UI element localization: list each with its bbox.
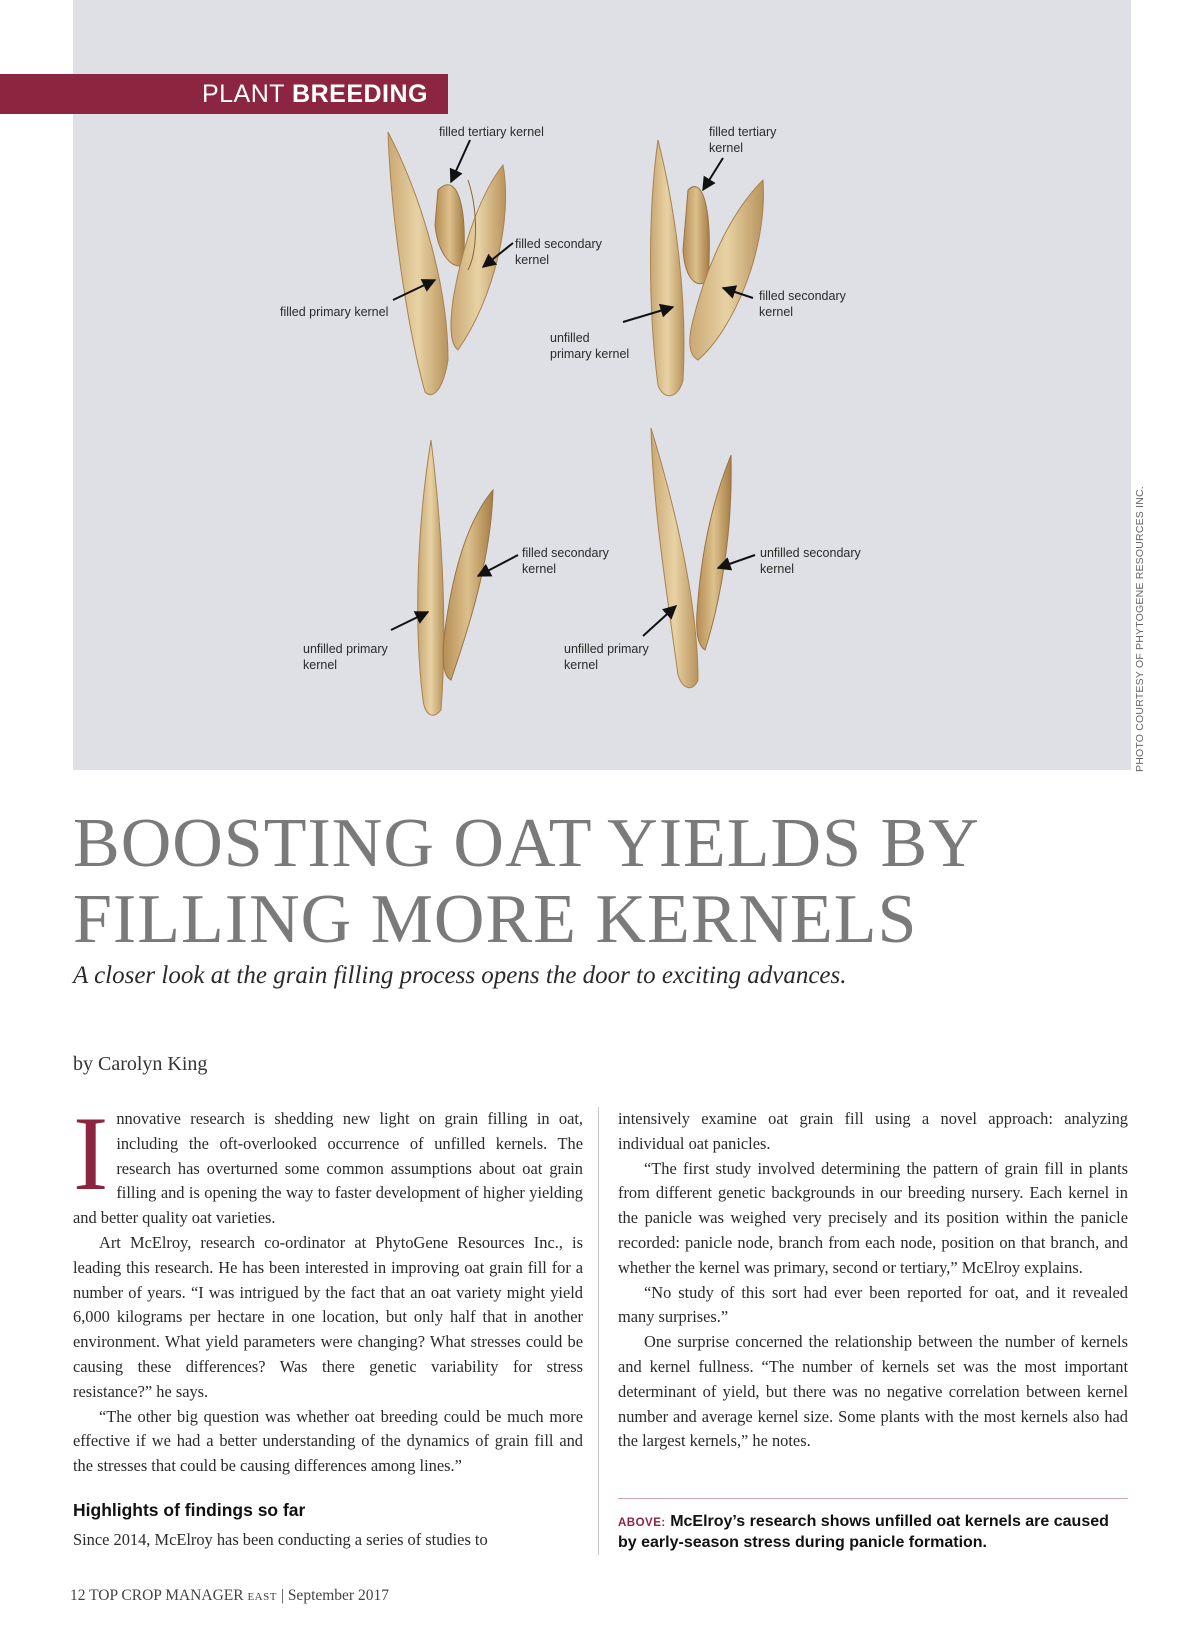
paragraph-r2: “The first study involved determining the pattern of grain fill in plants from different genetic backgrounds in our breeding nursery. Each kernel in the panicle was weighed very precisely and its position within the panicle recorded: panicle node, branch from each node, position on that branch, and whether the kernel was primary, second or tertiary,” McElroy explains. [618,1158,1128,1277]
label-unfilled-primary-1 [550,330,629,362]
label-filled-secondary-2 [759,288,846,320]
label-line: kernel [564,658,599,672]
label-line: kernel [515,253,550,267]
paragraph-2: Art McElroy, research co-ordinator at PhytoGene Resources Inc., is leading this research. He has been interested in improving oat grain fill for a number of years. “I was intrigued by the fact that an oat variety might yield 6,000 kilograms per hectare in one location, but only half that in another environment. What yield parameters were changing? What stresses could be causing these differences? Was there genetic variability for stress resistance?” he says. [73,1232,583,1401]
page-number: 12 [70,1587,86,1604]
body-column-left [73,1095,583,1479]
label-line: unfilled secondary [760,546,861,560]
label-filled-secondary-3 [522,545,609,577]
label-filled-primary: filled primary kernel [280,305,389,319]
label-line: primary kernel [550,347,630,361]
dek: A closer look at the grain filling process opens the door to exciting advances. [73,962,847,989]
section-tag-bold: BREEDING [292,80,428,108]
label-unfilled-primary-2 [303,641,388,673]
oat-kernels-photo [73,0,1131,770]
label-line: filled tertiary [709,125,777,139]
spikelet-bottom-left [418,440,493,715]
label-line: unfilled primary [303,642,388,656]
label-unfilled-primary-3 [564,641,649,673]
photo-credit: PHOTO COURTESY OF PHYTOGENE RESOURCES INC. [1134,486,1146,772]
column-divider [598,1107,599,1555]
section-tag [0,74,448,114]
spikelet-top-right [651,140,764,396]
footer-separator: | [280,1587,284,1604]
label-line: kernel [760,562,795,576]
subhead: Highlights of findings so far [73,1500,306,1520]
paragraph-1 [73,1095,583,1231]
paragraph-r4: One surprise concerned the relationship between the number of kernels and kernel fullness. “The number of kernels set was the most important determinant of yield, but there was no negative correlation between kernel number and average kernel size. Some plants with the most kernels also had the largest kernels,” he notes. [618,1332,1128,1451]
paragraph-r3: “No study of this sort had ever been reported for oat, and it revealed many surprises.” [618,1282,1128,1327]
photo-caption [618,1512,1130,1553]
label-line: kernel [709,141,744,155]
label-filled-tertiary-1: filled tertiary kernel [439,125,544,139]
section-tag-light: PLANT [201,80,285,108]
publication-name: TOP CROP MANAGER [89,1587,244,1604]
byline: by Carolyn King [73,1053,208,1075]
headline-line-1: BOOSTING OAT YIELDS BY [73,805,980,882]
label-line: unfilled [550,331,590,345]
caption-rule [618,1498,1128,1499]
label-filled-secondary-1 [515,236,602,268]
paragraph-3: “The other big question was whether oat breeding could be much more effective if we had a better understanding of the dynamics of grain fill and the stresses that could be causing differences among lines.” [73,1406,583,1476]
label-line: kernel [759,305,794,319]
spikelet-bottom-right [651,428,731,688]
edition: EAST [247,1591,277,1603]
label-line: filled secondary [759,289,846,303]
label-line: unfilled primary [564,642,649,656]
drop-cap: I [73,1095,109,1212]
issue-date: September 2017 [287,1587,389,1604]
paragraph-r1: intensively examine oat grain fill using a novel approach: analyzing individual oat panicles. [618,1109,1128,1153]
label-line: filled secondary [522,546,609,560]
label-line: filled secondary [515,237,602,251]
caption-text: McElroy’s research shows unfilled oat kernels are caused by early-season stress during panicle formation. [618,1513,1109,1551]
headline [73,806,1133,958]
paragraph-1-text: nnovative research is shedding new light on grain filling in oat, including the oft-overlooked occurrence of unfilled kernels. The research has overturned some common assumptions about oat grain filling and is opening the way to faster development of higher yielding and better quality oat varieties. [73,1109,583,1228]
label-unfilled-secondary [760,545,861,577]
body-column-right [618,1107,1128,1454]
label-line: kernel [303,658,338,672]
headline-line-2: FILLING MORE KERNELS [73,881,918,958]
label-line: kernel [522,562,557,576]
paragraph-4: Since 2014, McElroy has been conducting a series of studies to [73,1530,488,1549]
label-filled-tertiary-2 [709,124,776,156]
caption-tag: ABOVE: [618,1517,666,1529]
page-footer [70,1587,389,1605]
